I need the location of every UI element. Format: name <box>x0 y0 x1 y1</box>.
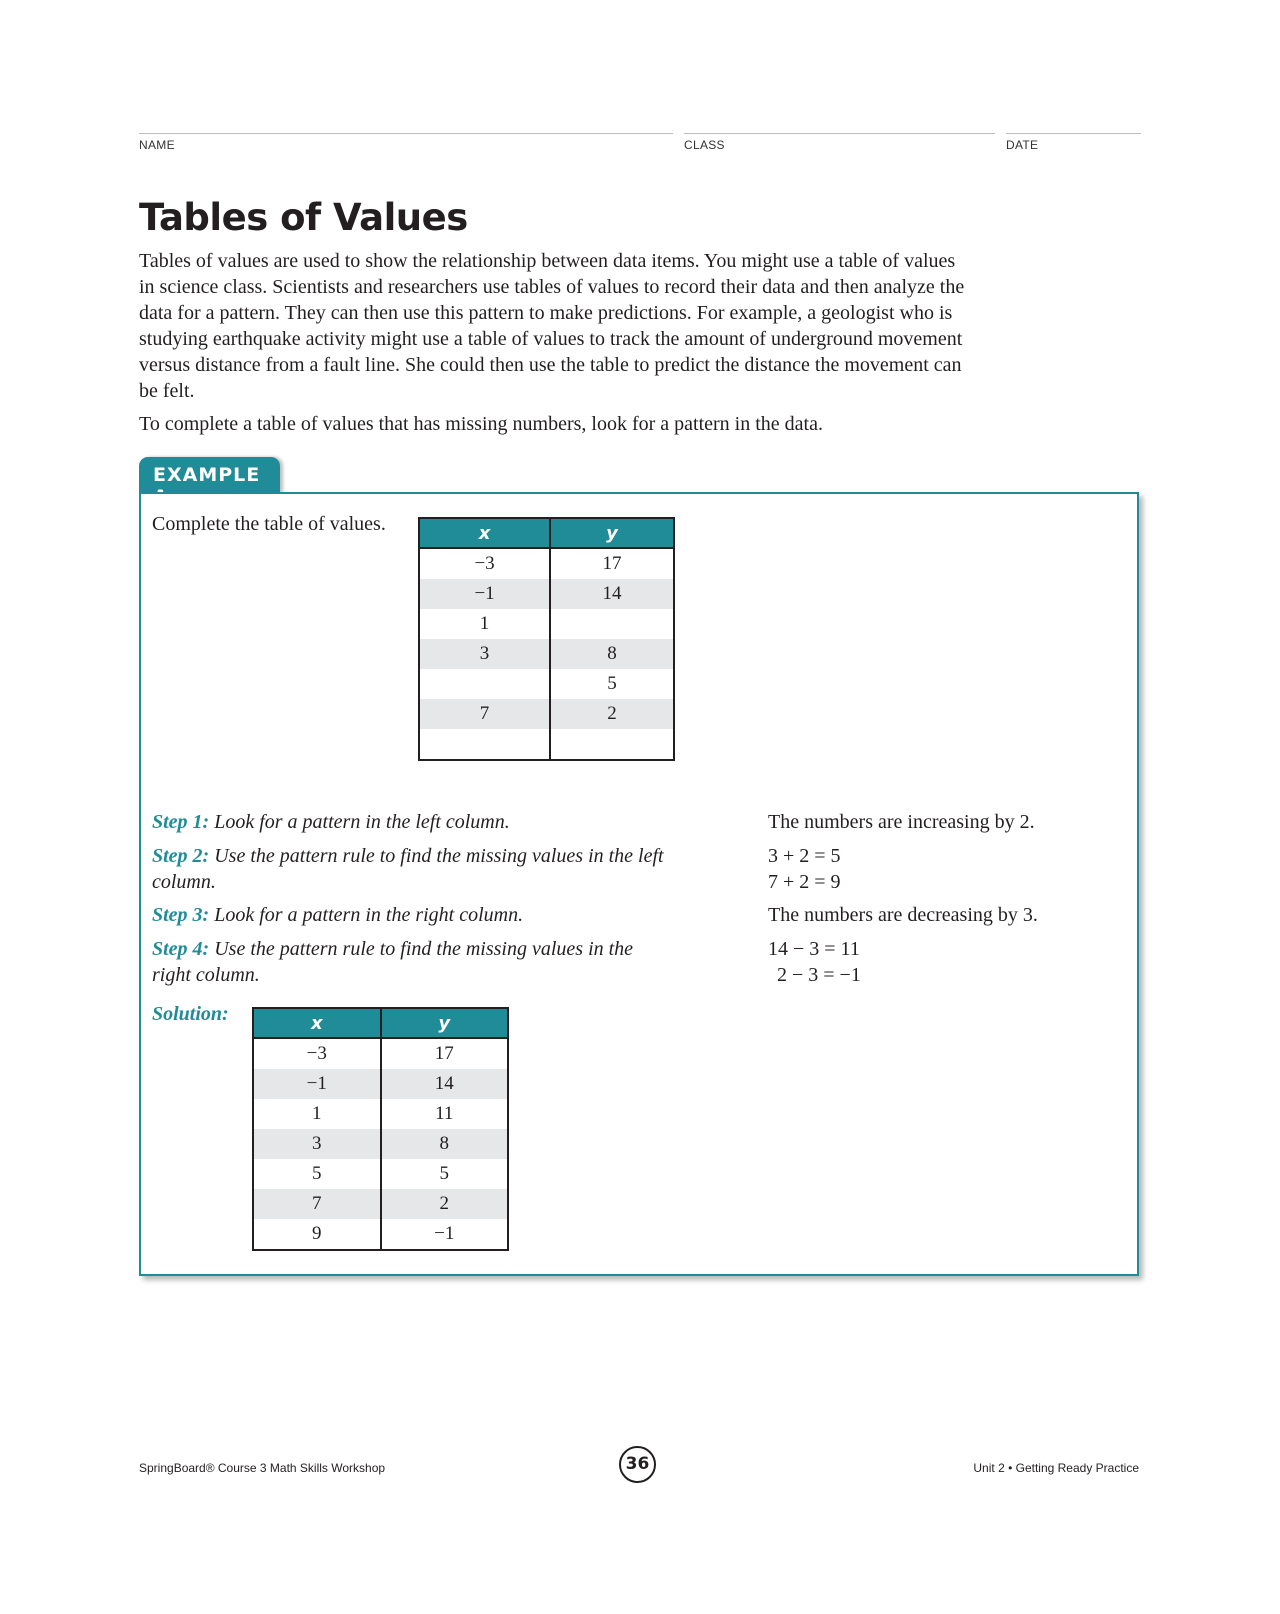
cell-y: 14 <box>550 579 674 609</box>
table-row <box>419 548 674 579</box>
table-row <box>253 1219 508 1250</box>
step-1 <box>152 809 672 835</box>
work-line: 3 + 2 = 5 <box>768 845 841 867</box>
date-field-label: DATE <box>1006 133 1141 152</box>
cell-x: −3 <box>474 553 495 574</box>
work-line: 2 − 3 = −1 <box>777 964 861 986</box>
step-text: Look for a pattern in the left column. <box>214 811 510 833</box>
work-line: The numbers are decreasing by 3. <box>768 904 1038 926</box>
cell-x: 1 <box>312 1103 322 1124</box>
cell-y: 8 <box>381 1129 509 1159</box>
table-row <box>253 1189 508 1219</box>
solution-header-x: x <box>253 1008 381 1038</box>
cell-x: 9 <box>312 1223 322 1244</box>
table-row <box>419 669 674 699</box>
cell-x <box>419 669 550 699</box>
work-line: 7 + 2 = 9 <box>768 871 841 893</box>
cell-y: 11 <box>381 1099 509 1129</box>
class-field-label: CLASS <box>684 133 995 152</box>
step-label: Step 1: <box>152 811 210 833</box>
table-row <box>253 1099 508 1129</box>
table-row <box>419 579 674 609</box>
solution-table <box>252 1007 509 1251</box>
cell-x: −3 <box>306 1043 327 1064</box>
cell-y: 5 <box>550 669 674 699</box>
cell-y <box>550 729 674 760</box>
cell-y: 8 <box>550 639 674 669</box>
step-label: Step 3: <box>152 904 210 926</box>
problem-header-y: y <box>550 518 674 548</box>
step-2 <box>152 843 672 895</box>
cell-x: 3 <box>419 639 550 669</box>
table-row <box>419 699 674 729</box>
intro-instruction: To complete a table of values that has missing numbers, look for a pattern in the data. <box>139 413 823 435</box>
cell-x: 5 <box>312 1163 322 1184</box>
example-tab: EXAMPLE <box>139 457 280 493</box>
name-field-label: NAME <box>139 133 673 152</box>
example-prompt: Complete the table of values. <box>152 513 386 535</box>
problem-header-x: x <box>419 518 550 548</box>
cell-y <box>550 609 674 639</box>
footer-unit: Unit 2 • Getting Ready Practice <box>973 1461 1139 1475</box>
solution-label: Solution: <box>152 1003 229 1025</box>
cell-x: −1 <box>253 1069 381 1099</box>
table-row <box>253 1038 508 1069</box>
page-title: Tables of Values <box>139 196 468 239</box>
step-3 <box>152 902 672 928</box>
step-text: Use the pattern rule to find the missing values in the left column. <box>152 845 664 893</box>
cell-y: 17 <box>381 1038 509 1069</box>
cell-x: 1 <box>479 613 490 634</box>
solution-header-y: y <box>381 1008 509 1038</box>
work-line: 14 − 3 = 11 <box>768 938 860 960</box>
step-4 <box>152 936 672 988</box>
cell-x: 3 <box>253 1129 381 1159</box>
work-line: The numbers are increasing by 2. <box>768 811 1035 833</box>
cell-y: 17 <box>550 548 674 579</box>
table-row <box>419 609 674 639</box>
cell-x: 7 <box>253 1189 381 1219</box>
cell-x: −1 <box>419 579 550 609</box>
cell-y: 2 <box>550 699 674 729</box>
intro-paragraph: Tables of values are used to show the relationship between data items. You might use a table of values in science class. Scientists and researchers use tables of values to record their data and then analyze the data for a pattern. They can then use this pattern to make predictions. For example, a geologist who is studying earthquake activity might use a table of values to track the amount of underground movement versus distance from a fault line. She could then use the table to predict the distance the movement can be felt. <box>139 250 965 402</box>
table-row <box>253 1129 508 1159</box>
step-text: Look for a pattern in the right column. <box>214 904 524 926</box>
page-number: 36 <box>619 1446 656 1483</box>
cell-y: 2 <box>381 1189 509 1219</box>
cell-y: −1 <box>381 1219 509 1250</box>
step-label: Step 4: <box>152 938 210 960</box>
table-row <box>253 1159 508 1189</box>
cell-y: 5 <box>381 1159 509 1189</box>
table-row <box>419 639 674 669</box>
step-text: Use the pattern rule to find the missing values in the right column. <box>152 938 634 986</box>
cell-x: 7 <box>419 699 550 729</box>
problem-table <box>418 517 675 761</box>
step-label: Step 2: <box>152 845 210 867</box>
footer-publication: SpringBoard® Course 3 Math Skills Workshop <box>139 1461 386 1475</box>
table-row <box>253 1069 508 1099</box>
cell-y: 14 <box>381 1069 509 1099</box>
table-row <box>419 729 674 760</box>
cell-x <box>419 729 550 760</box>
